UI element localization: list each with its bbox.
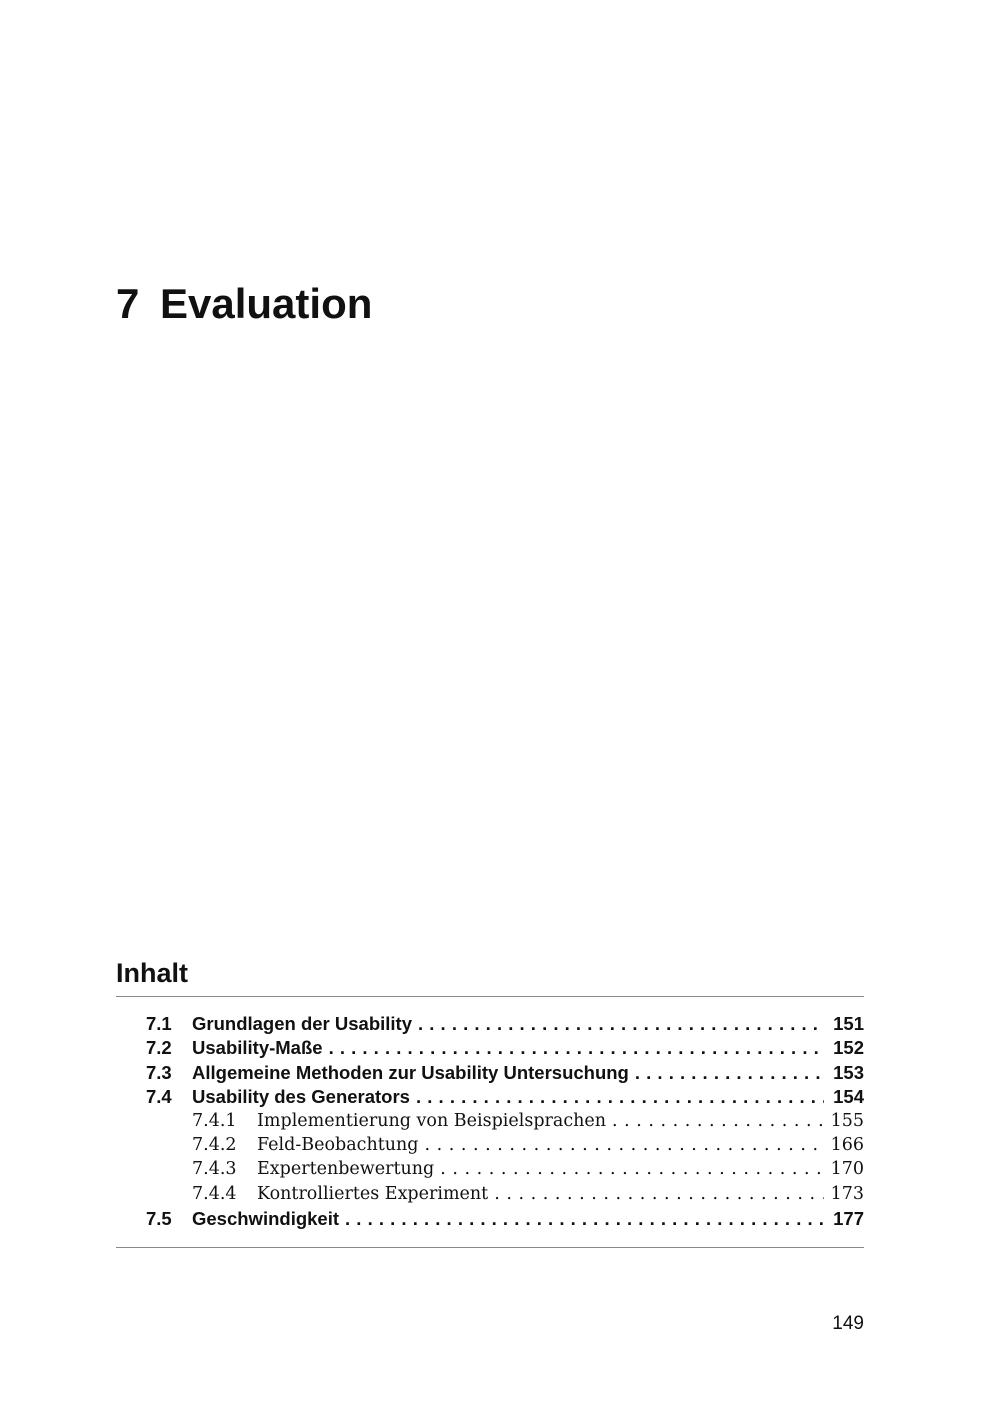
toc-entry-number: 7.3 [146, 1061, 172, 1083]
toc-entry-page: 155 [830, 1110, 864, 1131]
toc-entry-number: 7.2 [146, 1037, 172, 1059]
page-number: 149 [832, 1313, 864, 1334]
toc-entry-number: 7.4.3 [192, 1159, 237, 1180]
dot-leader [418, 1013, 824, 1035]
toc-entry-title: Usability des Generators [192, 1086, 410, 1108]
toc-entry-page: 177 [833, 1208, 864, 1230]
toc-entry-7-2[interactable] [116, 1037, 864, 1061]
toc-entry-7-4[interactable] [116, 1086, 864, 1110]
toc-entry-number: 7.4.4 [192, 1183, 237, 1204]
toc-entry-number: 7.5 [146, 1208, 172, 1230]
dot-leader [416, 1086, 824, 1108]
toc-entry-title: Geschwindigkeit [192, 1208, 340, 1230]
dot-leader [612, 1111, 824, 1131]
toc-entry-title: Kontrolliertes Experiment [257, 1183, 489, 1204]
dot-leader [329, 1037, 824, 1059]
toc-entry-number: 7.1 [146, 1013, 172, 1034]
toc-entry-title: Grundlagen der Usability [192, 1013, 412, 1034]
toc-entry-page: 170 [830, 1159, 864, 1180]
toc-entry-title: Allgemeine Methoden zur Usability Untersuchung [192, 1061, 629, 1083]
dot-leader [425, 1135, 825, 1155]
toc-entry-7-3[interactable] [116, 1062, 864, 1086]
toc-entry-page: 153 [833, 1061, 864, 1083]
toc-entry-title: Usability-Maße [192, 1037, 323, 1059]
toc-entry-7-1[interactable] [116, 1013, 864, 1037]
table-of-contents [116, 952, 864, 1248]
toc-entry-page: 152 [833, 1037, 864, 1059]
toc-entry-7-4-2[interactable] [116, 1135, 864, 1159]
toc-bottom-divider [116, 1247, 864, 1248]
toc-entry-page: 154 [833, 1086, 864, 1108]
toc-entry-7-5[interactable] [116, 1208, 864, 1232]
dot-leader [440, 1159, 824, 1179]
chapter-title-text: Evaluation [160, 280, 373, 327]
dot-leader [494, 1184, 824, 1204]
toc-entry-page: 151 [833, 1013, 864, 1034]
toc-entry-title: Expertenbewertung [257, 1159, 435, 1180]
toc-list [116, 997, 864, 1247]
toc-entry-page: 166 [830, 1134, 864, 1155]
toc-entry-number: 7.4.2 [192, 1134, 237, 1155]
dot-leader [345, 1208, 824, 1230]
toc-entry-7-4-3[interactable] [116, 1159, 864, 1183]
toc-entry-7-4-1[interactable] [116, 1111, 864, 1135]
toc-entry-page: 173 [830, 1183, 864, 1204]
toc-entry-title: Implementierung von Beispielsprachen [257, 1110, 607, 1131]
toc-entry-number: 7.4.1 [192, 1110, 237, 1131]
chapter-title [116, 278, 372, 330]
toc-entry-number: 7.4 [146, 1086, 172, 1108]
chapter-number: 7 [116, 280, 140, 327]
toc-entry-title: Feld-Beobachtung [257, 1134, 419, 1155]
toc-entry-7-4-4[interactable] [116, 1184, 864, 1208]
toc-heading: Inhalt [116, 958, 188, 988]
dot-leader [635, 1062, 824, 1084]
